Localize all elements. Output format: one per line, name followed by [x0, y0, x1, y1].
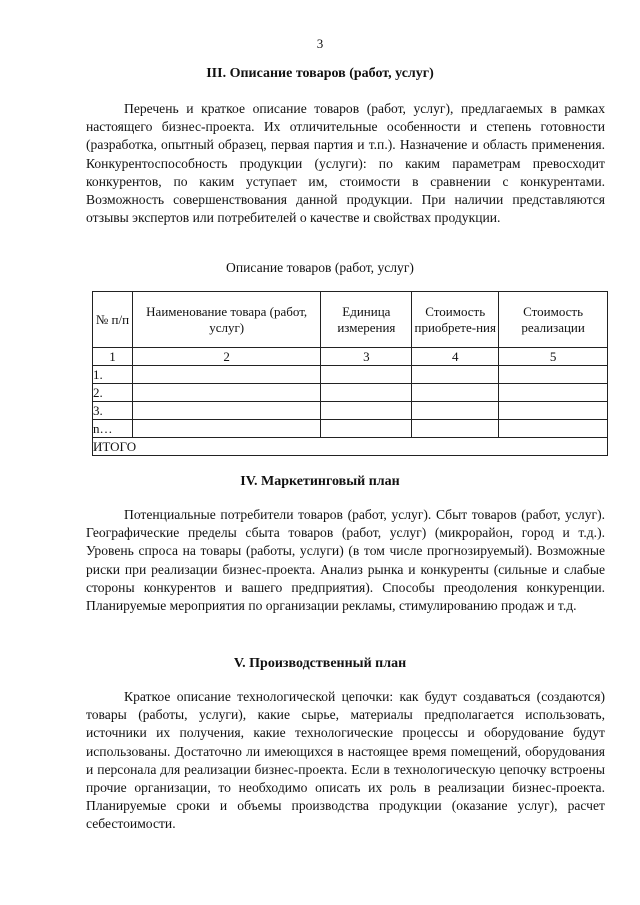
row-index: 1. [93, 366, 133, 384]
table-row [93, 420, 608, 438]
page-number: 3 [316, 36, 324, 51]
header-unit: Единица измерения [321, 292, 412, 348]
table-cell [132, 402, 321, 420]
header-number: № п/п [93, 292, 133, 348]
table-cell [321, 402, 412, 420]
column-number: 1 [93, 348, 133, 366]
table-cell [412, 402, 499, 420]
table-header-row [93, 292, 608, 348]
table-row [93, 384, 608, 402]
row-index: n… [93, 420, 133, 438]
table-cell [499, 384, 608, 402]
column-number: 5 [499, 348, 608, 366]
header-sale-cost: Стоимость реализации [499, 292, 608, 348]
total-label: ИТОГО [93, 438, 608, 456]
row-index: 2. [93, 384, 133, 402]
table-cell [321, 384, 412, 402]
table-cell [499, 402, 608, 420]
table-caption: Описание товаров (работ, услуг) [226, 260, 414, 275]
table-cell [499, 420, 608, 438]
table-cell [321, 366, 412, 384]
section-5-title: V. Производственный план [233, 656, 407, 671]
table-cell [132, 366, 321, 384]
table-cell [132, 384, 321, 402]
header-name: Наименование товара (работ, услуг) [132, 292, 321, 348]
column-number: 4 [412, 348, 499, 366]
table-cell [321, 420, 412, 438]
section-4-paragraph: Потенциальные потребители товаров (работ, услуг). Сбыт товаров (работ, услуг). Географические пределы сбыта товаров (работ, услуг) (микрорайон, город и т.д.). Уровень спроса на товары (работы, услуги) (в том числе прогнозируемый). Возможные риски при реализации бизнес-проекта. Анализ рынка и конкуренты (сильные и слабые стороны конкурентов и вашего предприятия). Способы преодоления конкуренции. Планируемые мероприятия по организации рекламы, стимулированию продаж и т.д. [86, 507, 605, 614]
total-row [93, 438, 608, 456]
table-cell [412, 420, 499, 438]
table-cell [499, 366, 608, 384]
section-5-paragraph: Краткое описание технологической цепочки: как будут создаваться (создаются) товары (работы, услуги), какие сырье, материалы предполагается использовать, источники их получения, какие технологические процессы и оборудование будут использованы. Достаточно ли имеющихся в настоящее время помещений, оборудования и персонала для реализации бизнес-проекта. Если в технологическую цепочку встроены прочие организации, то необходимо описать их роль в реализации бизнес-проекта. Планируемые сроки и объемы производства продукции (оказание услуг), расчет себестоимости. [86, 689, 605, 832]
table-cell [412, 366, 499, 384]
table-row [93, 402, 608, 420]
table-cell [412, 384, 499, 402]
table-row [93, 366, 608, 384]
table-cell [132, 420, 321, 438]
section-4-title: IV. Маркетинговый план [240, 474, 400, 489]
header-purchase-cost: Стоимость приобрете-ния [412, 292, 499, 348]
section-3-title: III. Описание товаров (работ, услуг) [206, 66, 434, 81]
row-index: 3. [93, 402, 133, 420]
column-numbers-row [93, 348, 608, 366]
goods-table [92, 291, 608, 456]
section-3-paragraph: Перечень и краткое описание товаров (работ, услуг), предлагаемых в рамках настоящего бизнес-проекта. Их отличительные особенности и степень готовности (разработка, опытный образец, первая партия и т.п.). Назначение и область применения. Конкурентоспособность продукции (услуги): по каким параметрам превосходит конкурентов, по каким уступает им, стоимости в сравнении с конкурентами. Возможность совершенствования данной продукции. При наличии представляются отзывы экспертов или потребителей о качестве и свойствах продукции. [86, 101, 605, 226]
column-number: 2 [132, 348, 321, 366]
column-number: 3 [321, 348, 412, 366]
